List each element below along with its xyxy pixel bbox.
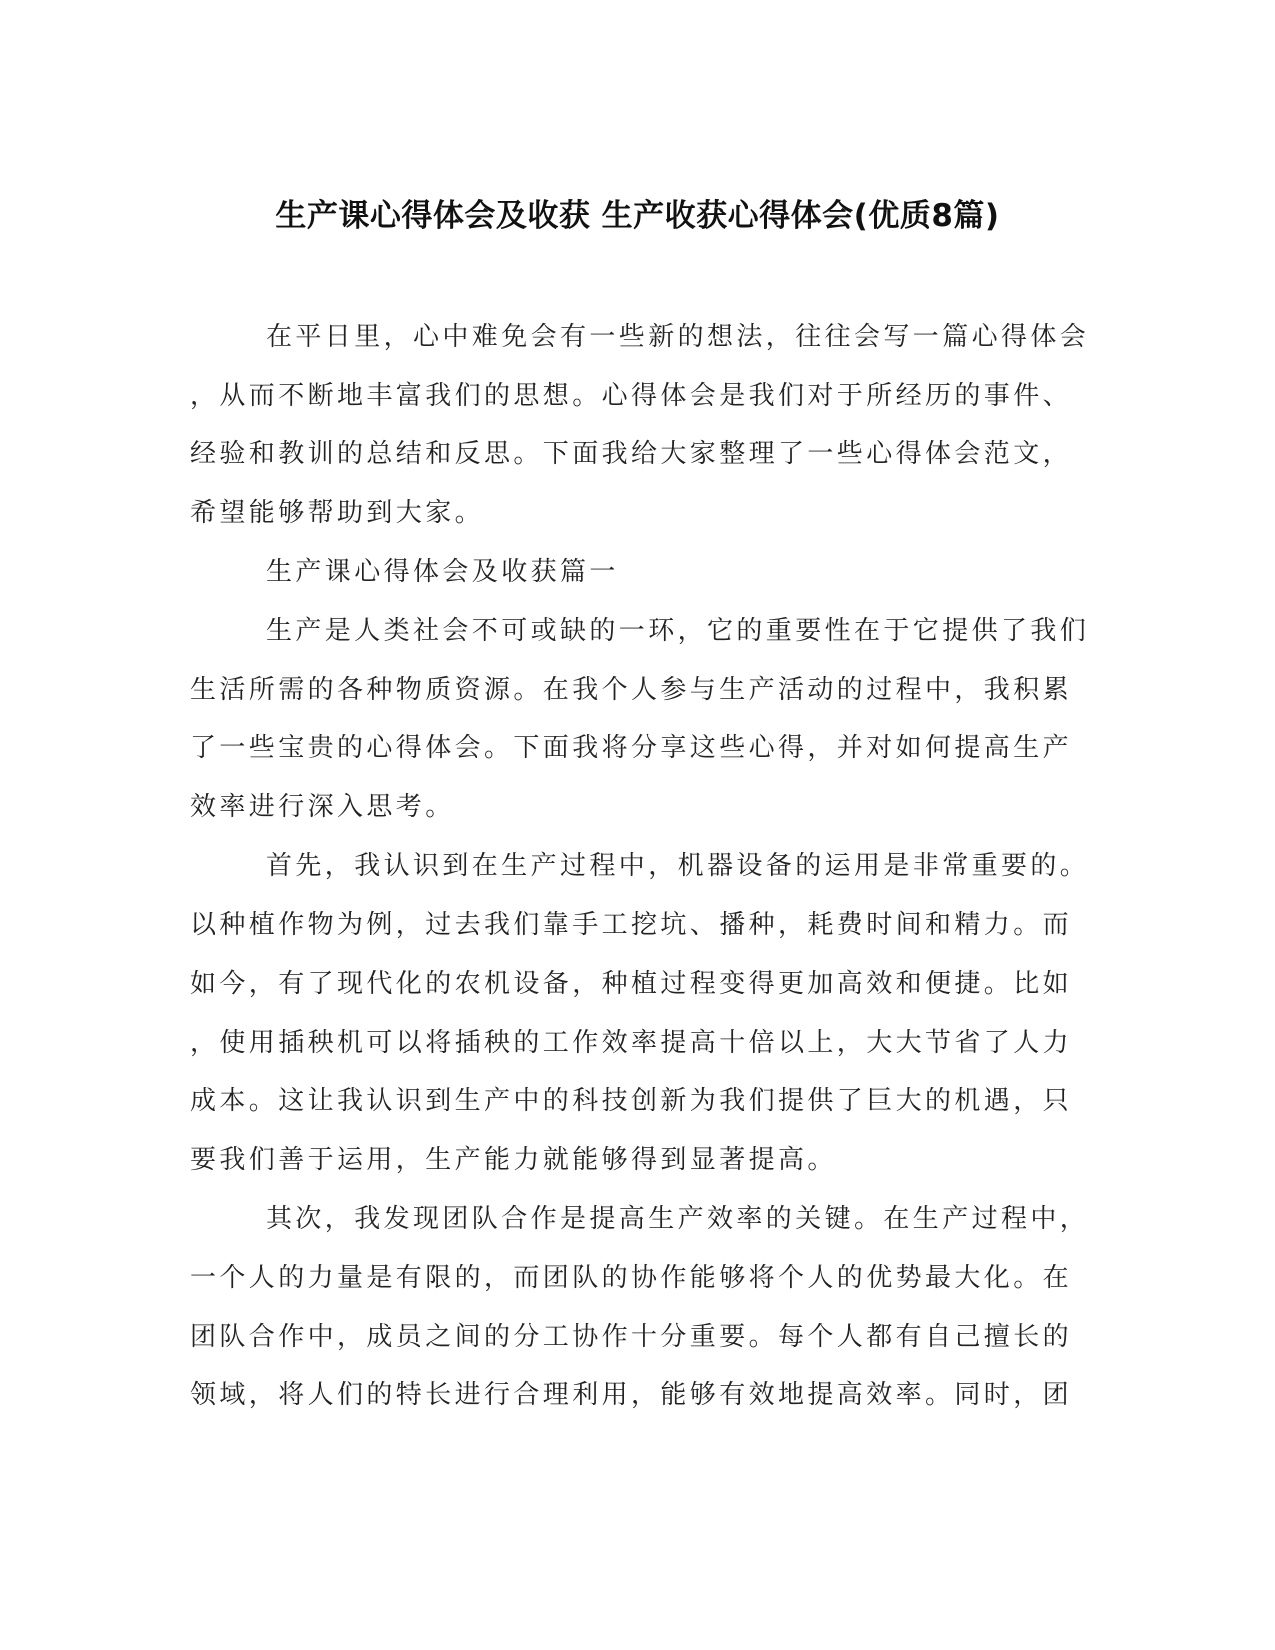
paragraph-line: 生产是人类社会不可或缺的一环，它的重要性在于它提供了我们	[266, 616, 1090, 646]
paragraph-line: 团队合作中，成员之间的分工协作十分重要。每个人都有自己擅长的	[190, 1322, 1073, 1352]
paragraph-line: 效率进行深入思考。	[190, 792, 455, 822]
paragraph-line: ，使用插秧机可以将插秧的工作效率提高十倍以上，大大节省了人力	[190, 1028, 1073, 1058]
paragraph-line: 首先，我认识到在生产过程中，机器设备的运用是非常重要的。	[266, 851, 1090, 881]
paragraph-line: 在平日里，心中难免会有一些新的想法，往往会写一篇心得体会	[266, 322, 1090, 352]
paragraph-line: ，从而不断地丰富我们的思想。心得体会是我们对于所经历的事件、	[190, 381, 1073, 411]
paragraph-line: 以种植作物为例，过去我们靠手工挖坑、播种，耗费时间和精力。而	[190, 910, 1073, 940]
paragraph-line: 领域，将人们的特长进行合理利用，能够有效地提高效率。同时，团	[190, 1380, 1073, 1410]
paragraph-line: 其次，我发现团队合作是提高生产效率的关键。在生产过程中，	[266, 1204, 1090, 1234]
paragraph-line: 一个人的力量是有限的，而团队的协作能够将个人的优势最大化。在	[190, 1263, 1073, 1293]
document-title: 生产课心得体会及收获 生产收获心得体会(优质8篇)	[275, 198, 1000, 234]
paragraph-line: 成本。这让我认识到生产中的科技创新为我们提供了巨大的机遇，只	[190, 1086, 1073, 1116]
paragraph-line: 了一些宝贵的心得体会。下面我将分享这些心得，并对如何提高生产	[190, 733, 1073, 763]
paragraph-line: 希望能够帮助到大家。	[190, 498, 485, 528]
paragraph-line: 如今，有了现代化的农机设备，种植过程变得更加高效和便捷。比如	[190, 969, 1073, 999]
paragraph-line: 经验和教训的总结和反思。下面我给大家整理了一些心得体会范文，	[190, 439, 1073, 469]
paragraph-line: 生活所需的各种物质资源。在我个人参与生产活动的过程中，我积累	[190, 675, 1073, 705]
paragraph-line: 要我们善于运用，生产能力就能够得到显著提高。	[190, 1145, 837, 1175]
section-heading: 生产课心得体会及收获篇一	[266, 557, 619, 587]
